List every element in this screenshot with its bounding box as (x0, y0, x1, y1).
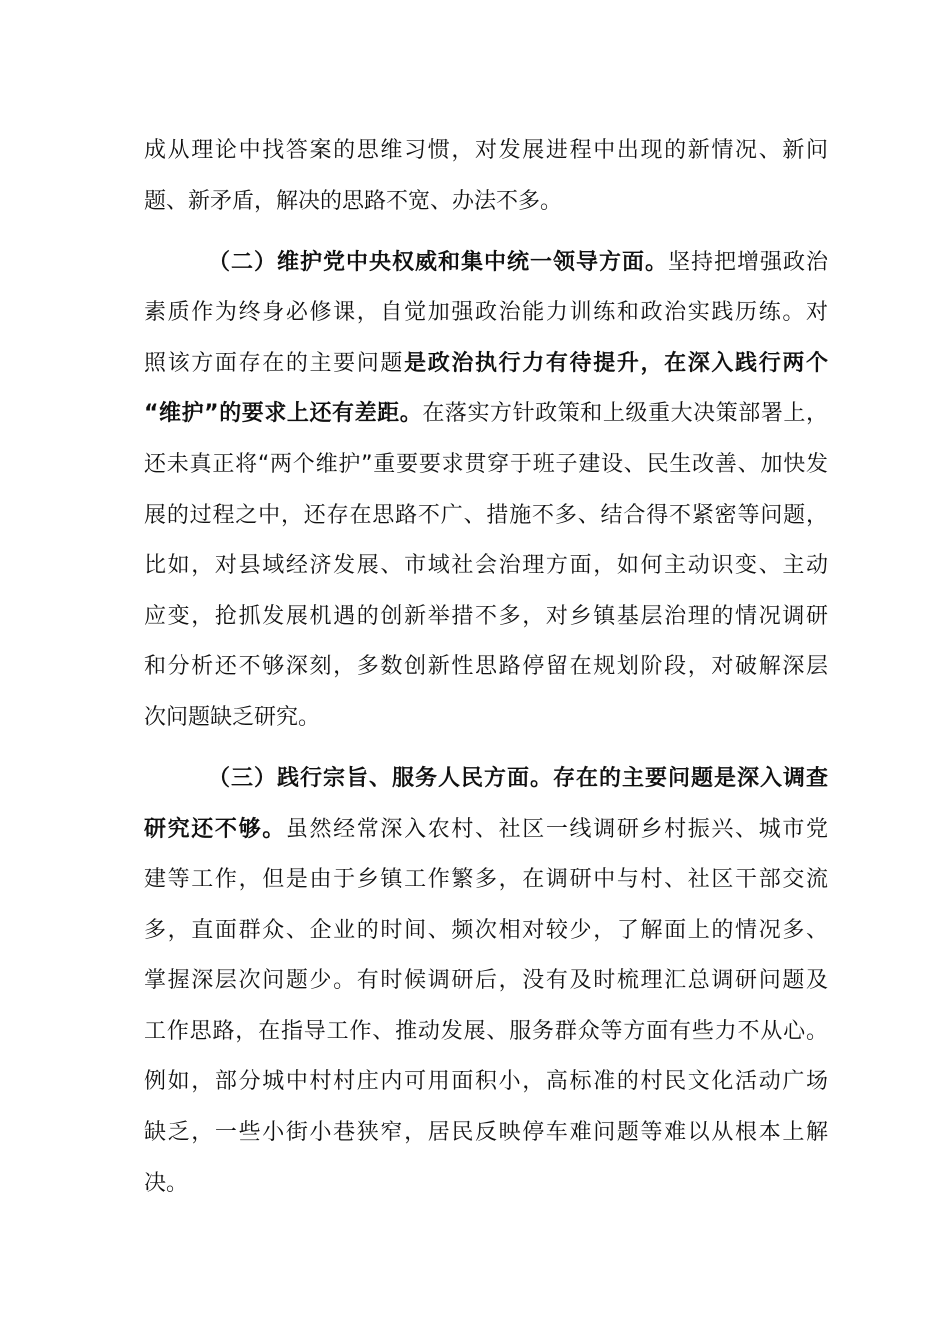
text-run: 虽然经常深入农村、社区一线调研乡村振兴、城市党 (285, 816, 828, 842)
text-run: 缺乏，一些小街小巷狭窄，居民反映停车难问题等难以从根本上解 (144, 1120, 828, 1146)
bold-text-run: “维护”的要求上还有差距。 (144, 401, 423, 427)
section-heading: （二）维护党中央权威和集中统一领导方面。 (208, 249, 668, 275)
text-run: 决。 (144, 1170, 189, 1196)
text-run: 和分析还不够深刻，多数创新性思路停留在规划阶段，对破解深层 (144, 654, 828, 680)
text-run: 素质作为终身必修课，自觉加强政治能力训练和政治实践历练。对 (144, 300, 828, 326)
text-run: 工作思路，在指导工作、推动发展、服务群众等方面有些力不从心。 (144, 1018, 828, 1044)
text-line (144, 1057, 828, 1108)
text-line (144, 1159, 828, 1210)
text-line (144, 805, 828, 856)
document-body (144, 126, 828, 1209)
text-line (144, 177, 828, 228)
text-line (144, 288, 828, 339)
text-line (144, 754, 828, 805)
text-line (144, 541, 828, 592)
text-run: 掌握深层次问题少。有时候调研后，没有及时梳理汇总调研问题及 (144, 968, 828, 994)
paragraph-section-3 (144, 754, 828, 1209)
text-line (144, 906, 828, 957)
text-run: 比如，对县域经济发展、市域社会治理方面，如何主动识变、主动 (144, 553, 828, 579)
text-run: 例如，部分城中村村庄内可用面积小，高标准的村民文化活动广场 (144, 1069, 828, 1095)
text-line (144, 339, 828, 390)
text-run: 应变，抢抓发展机遇的创新举措不多，对乡镇基层治理的情况调研 (144, 603, 828, 629)
section-heading: （三）践行宗旨、服务人民方面。存在的主要问题是深入调查 (208, 765, 828, 791)
text-run: 还未真正将“两个维护”重要要求贯穿于班子建设、民生改善、加快发 (144, 451, 828, 477)
bold-text-run: 是政治执行力有待提升，在深入践行两个 (404, 350, 828, 376)
text-run: 展的过程之中，还存在思路不广、措施不多、结合得不紧密等问题， (144, 502, 828, 528)
text-line (144, 491, 828, 542)
text-line (144, 642, 828, 693)
text-line (144, 592, 828, 643)
paragraph-continuation (144, 126, 828, 227)
text-run: 多，直面群众、企业的时间、频次相对较少，了解面上的情况多、 (144, 917, 828, 943)
paragraph-section-2 (144, 238, 828, 744)
text-line (144, 1108, 828, 1159)
text-run: 成从理论中找答案的思维习惯，对发展进程中出现的新情况、新问 (144, 138, 828, 163)
text-run: 在落实方针政策和上级重大决策部署上， (422, 401, 828, 427)
bold-text-run: 研究还不够。 (144, 816, 286, 842)
text-line (144, 238, 828, 289)
text-line (144, 389, 828, 440)
text-run: 坚持把增强政治 (667, 249, 828, 275)
text-run: 次问题缺乏研究。 (144, 704, 321, 730)
text-line (144, 956, 828, 1007)
text-line (144, 1007, 828, 1058)
text-line (144, 693, 828, 744)
text-line (144, 126, 828, 177)
text-run: 建等工作，但是由于乡镇工作繁多，在调研中与村、社区干部交流 (144, 867, 828, 893)
text-line (144, 855, 828, 906)
text-line (144, 440, 828, 491)
text-run: 题、新矛盾，解决的思路不宽、办法不多。 (144, 188, 563, 214)
text-run: 照该方面存在的主要问题 (144, 350, 405, 376)
